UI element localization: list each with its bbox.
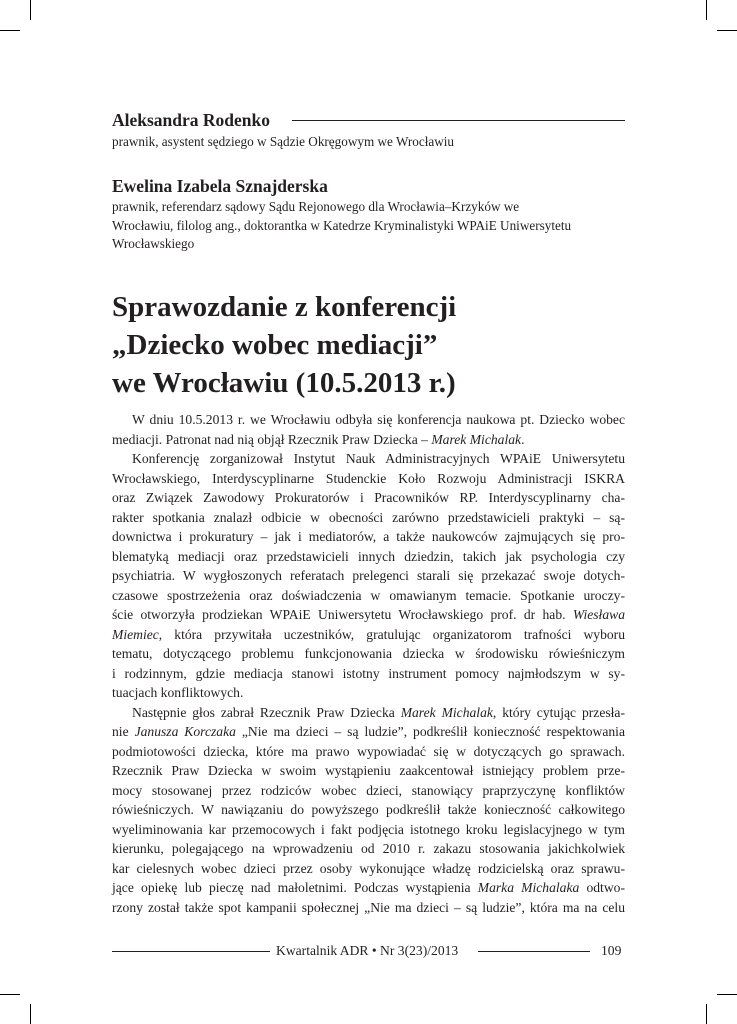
page-number: 109 xyxy=(601,943,622,958)
crop-mark xyxy=(717,30,737,31)
body-line xyxy=(112,586,625,606)
body-line xyxy=(112,410,625,430)
article-body xyxy=(112,410,625,917)
author-name: Aleksandra Rodenko xyxy=(112,110,271,130)
affiliation-line: Wrocławskiego xyxy=(112,236,195,251)
body-line xyxy=(112,566,625,586)
body-line xyxy=(112,898,625,918)
crop-mark xyxy=(706,0,707,20)
body-text: jące opiekę lub pieczę nad małoletnimi. Podczas wystąpienia xyxy=(112,880,478,895)
body-text: . xyxy=(521,431,525,447)
body-line xyxy=(112,508,625,528)
body-text: nie xyxy=(112,724,135,739)
footer-rule xyxy=(112,951,270,952)
body-text: tuacjach konfliktowych. xyxy=(112,685,244,700)
article-title xyxy=(112,288,632,402)
body-text: czasowe spostrzeżenia oraz doświadczenia w omawianym temacie. Spotkanie uroczy- xyxy=(112,587,625,603)
body-text: podmiotowości dziecka, które ma prawo wypowiadać się w dotyczących go sprawach. xyxy=(112,743,625,759)
affiliation-line: prawnik, referendarz sądowy Sądu Rejonowego dla Wrocławia–Krzyków we xyxy=(112,199,520,214)
body-line xyxy=(112,800,625,820)
body-text: , który cytując przesła- xyxy=(492,704,625,720)
author-affiliation xyxy=(112,198,632,254)
footer-rule xyxy=(478,951,590,952)
author-affiliation: prawnik, asystent sędziego w Sądzie Okręgowym we Wrocławiu xyxy=(112,134,455,149)
body-text: „Nie ma dzieci – są ludzie”, podkreślił konieczność respektowania xyxy=(235,724,625,739)
body-text: psychiatria. W wygłoszonych referatach prelegenci starali się przekazać swoje dotych- xyxy=(112,568,625,583)
body-text: kierunku, polegającego na wprowadzeniu od 2010 r. zakazu stosowania jakichkolwiek xyxy=(112,841,625,856)
italic-name: Marka Michalaka xyxy=(477,880,580,895)
crop-mark xyxy=(30,1004,31,1024)
body-text: , która przywitała uczestników, gratulując organizatorom trafności wyboru xyxy=(158,626,625,642)
crop-mark xyxy=(717,994,737,995)
body-line xyxy=(112,469,625,489)
body-text: downictwa i prokuratury – jak i mediatorów, a także naukowców zajmujących się pro- xyxy=(112,529,625,544)
crop-mark xyxy=(30,0,31,20)
body-line xyxy=(112,527,625,547)
title-line: we Wrocławiu (10.5.2013 r.) xyxy=(112,367,456,399)
body-text: i rodzinnym, gdzie mediacja stanowi istotny instrument pomocy najmłodszym w sy- xyxy=(112,665,625,681)
body-line xyxy=(112,820,625,840)
body-text: ście otworzyła prodziekan WPAiE Uniwersytetu Wrocławskiego prof. dr hab. xyxy=(112,607,573,622)
body-text: blematyką mediacji oraz przedstawicieli innych dziedzin, takich jak psychologia czy xyxy=(112,548,625,564)
body-text: rzony został także spot kampanii społecznej „Nie ma dzieci – są ludzie”, która ma na celu xyxy=(112,899,625,915)
title-line: „Dziecko wobec mediacji” xyxy=(112,329,438,361)
crop-mark xyxy=(0,994,20,995)
crop-mark xyxy=(706,1004,707,1024)
title-line: Sprawozdanie z konferencji xyxy=(112,291,457,323)
body-text: Wrocławskiego, Interdyscyplinarne Studenckie Koło Rozwoju Administracji ISKRA xyxy=(112,470,625,486)
affiliation-line: Wrocławiu, filolog ang., doktorantka w Katedrze Kryminalistyki WPAiE Uniwersytetu xyxy=(112,217,572,233)
body-text: oraz Związek Zawodowy Prokuratorów i Pracowników RP. Interdyscyplinarny cha- xyxy=(112,490,625,505)
footer-journal: Kwartalnik ADR • Nr 3(23)/2013 xyxy=(276,943,459,958)
body-line xyxy=(112,644,625,664)
body-text: Konferencję zorganizował Instytut Nauk Administracyjnych WPAiE Uniwersytetu xyxy=(132,451,625,466)
body-line xyxy=(112,761,625,781)
body-text: Rzecznik Praw Dziecka w swoim wystąpieniu zaakcentował istniejący problem prze- xyxy=(112,763,625,778)
body-line xyxy=(112,625,625,645)
body-text: wyeliminowania kar przemocowych i fakt podjęcia istotnego kroku legislacyjnego w tym xyxy=(112,821,625,837)
body-text: mocy stosowanej przez rodziców wobec dzieci, stanowiący praprzyczynę konfliktów xyxy=(112,782,625,798)
crop-mark xyxy=(0,30,20,31)
body-text: rówieśniczych. W nawiązaniu do powyższego podkreślił także konieczność całkowitego xyxy=(112,802,625,817)
italic-name: Marek Michalak xyxy=(400,704,493,720)
body-text: kar cielesnych wobec dzieci przez osoby wykonujące władzę rodzicielską oraz sprawu- xyxy=(112,860,625,876)
body-text: Następnie głos zabrał Rzecznik Praw Dziecka xyxy=(132,704,401,720)
body-line xyxy=(112,664,625,684)
body-line xyxy=(112,742,625,762)
body-line xyxy=(112,722,625,742)
body-text: W dniu 10.5.2013 r. we Wrocławiu odbyła się konferencja naukowa pt. Dziecko wobec xyxy=(132,412,625,427)
body-text: rakter spotkania znalazł odbicie w obecności zarówno przedstawicieli praktyki – są- xyxy=(112,509,625,525)
body-line xyxy=(112,859,625,879)
body-line xyxy=(112,547,625,567)
italic-name: Miemiec xyxy=(112,626,159,642)
body-line xyxy=(112,605,625,625)
body-line xyxy=(112,703,625,723)
body-line xyxy=(112,430,625,450)
body-line xyxy=(112,781,625,801)
header-rule xyxy=(292,120,625,121)
italic-name: Marek Michalak xyxy=(431,431,522,447)
italic-name: Wiesława xyxy=(572,607,625,622)
body-text: tematu, dotyczącego problemu funkcjonowania dziecka w środowisku rówieśniczym xyxy=(112,646,625,661)
italic-name: Janusza Korczaka xyxy=(134,724,236,739)
body-line xyxy=(112,449,625,469)
body-line xyxy=(112,683,625,703)
body-line xyxy=(112,839,625,859)
body-line xyxy=(112,488,625,508)
body-text: odtwo- xyxy=(579,880,625,895)
author-name: Ewelina Izabela Sznajderska xyxy=(112,176,328,196)
body-text: mediacji. Patronat nad nią objął Rzecznik Praw Dziecka – xyxy=(112,431,432,447)
body-line xyxy=(112,878,625,898)
